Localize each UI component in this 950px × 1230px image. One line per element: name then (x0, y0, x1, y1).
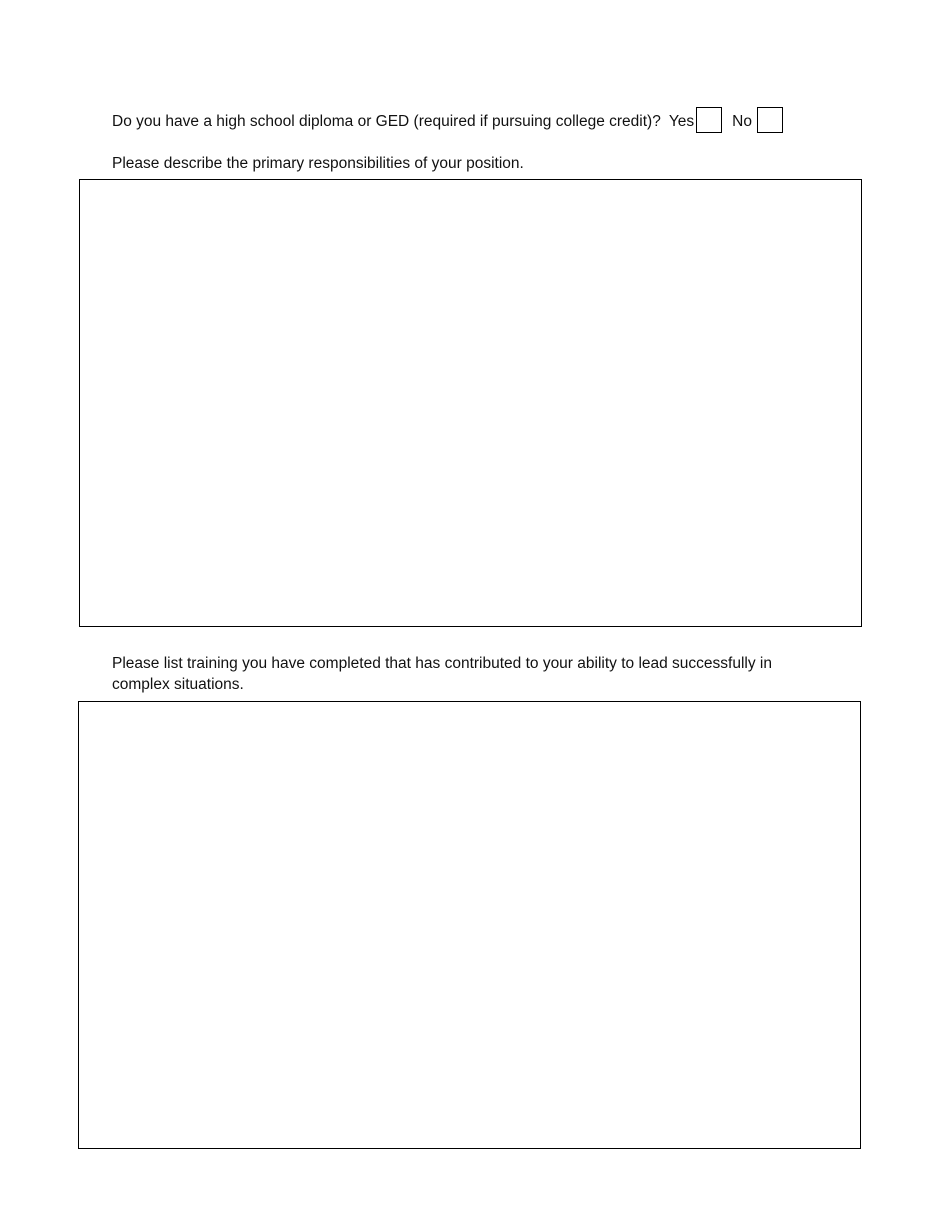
training-prompt: Please list training you have completed that has contributed to your ability to lead successfully in complex situations. (112, 655, 772, 693)
responsibilities-prompt: Please describe the primary responsibilities of your position. (112, 155, 524, 172)
responsibilities-answer-field[interactable] (79, 179, 862, 627)
diploma-question-text: Do you have a high school diploma or GED (required if pursuing college credit)? (112, 113, 661, 130)
training-answer-field[interactable] (78, 701, 861, 1149)
yes-label: Yes (668, 113, 695, 130)
diploma-question-row (112, 103, 783, 133)
yes-checkbox[interactable] (696, 107, 722, 133)
no-label: No (732, 113, 752, 130)
no-checkbox[interactable] (757, 107, 783, 133)
